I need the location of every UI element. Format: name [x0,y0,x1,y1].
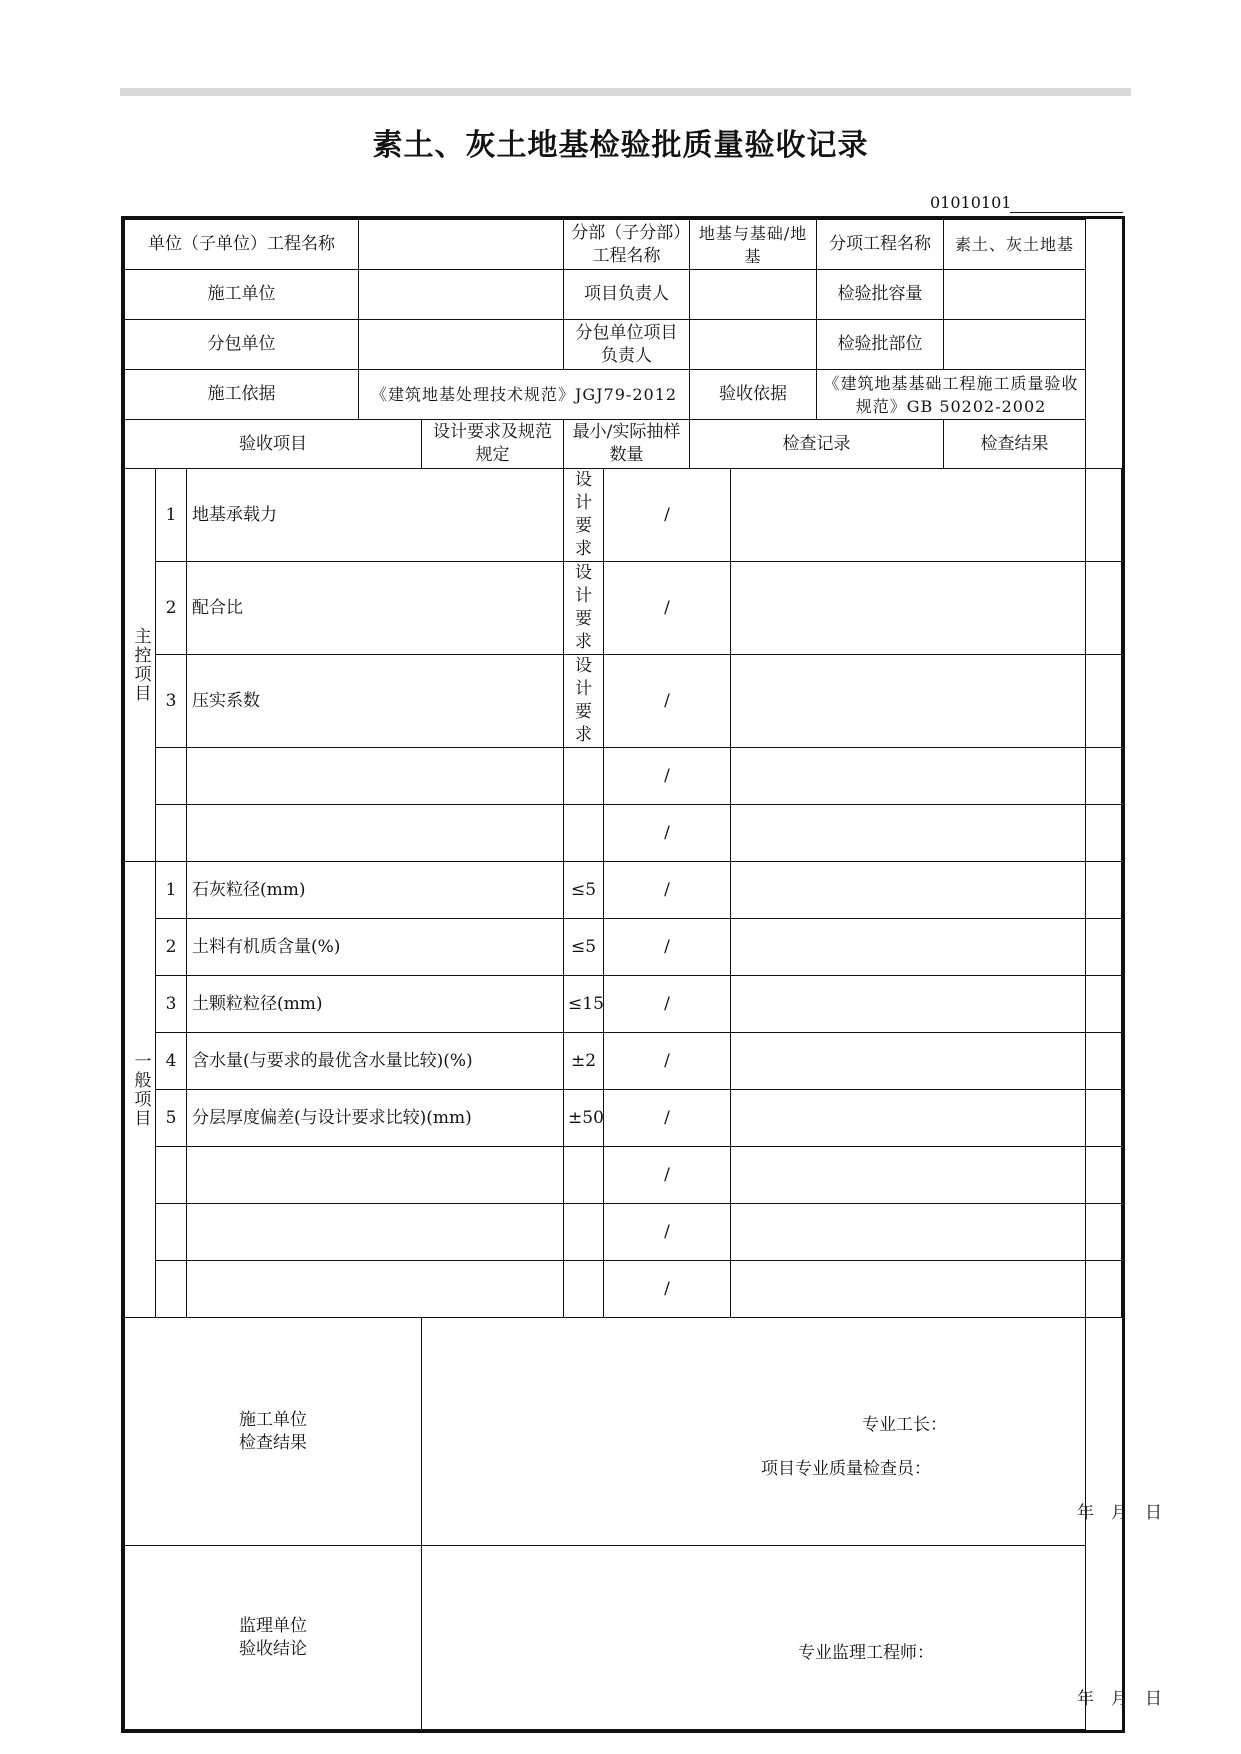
capacity-value[interactable] [944,270,1086,320]
header-row-2 [125,270,1122,320]
item-requirement [564,1204,604,1261]
item-sampling[interactable]: / [604,805,731,862]
item-result[interactable] [1086,562,1122,655]
supervisor-check-label: 监理单位验收结论 [125,1546,422,1730]
item-record[interactable] [731,1204,1086,1261]
col-result: 检查结果 [944,420,1086,469]
item-name: 含水量(与要求的最优含水量比较)(%) [187,1033,564,1090]
item-no: 1 [156,862,187,919]
item-no [156,1261,187,1318]
supervisor-date: 年 月 日 [1077,1689,1163,1709]
item-requirement: 设计要求 [564,655,604,748]
item-record[interactable] [731,562,1086,655]
col-requirement: 设计要求及规范规定 [422,420,564,469]
item-name [187,1261,564,1318]
item-result[interactable] [1086,655,1122,748]
item-record[interactable] [731,805,1086,862]
item-requirement: ≤5 [564,919,604,976]
item-sampling[interactable]: / [604,655,731,748]
item-record[interactable] [731,1090,1086,1147]
item-record[interactable] [731,976,1086,1033]
item-name: 石灰粒径(mm) [187,862,564,919]
col-sampling: 最小/实际抽样数量 [564,420,690,469]
item-no: 1 [156,469,187,562]
column-header-row [125,420,1122,469]
item-record[interactable] [731,919,1086,976]
item-record[interactable] [731,1033,1086,1090]
header-row-3 [125,320,1122,370]
item-result[interactable] [1086,919,1122,976]
item-result[interactable] [1086,976,1122,1033]
contractor-value[interactable] [359,270,564,320]
contractor-date: 年 月 日 [1077,1503,1163,1523]
unit-value[interactable] [359,220,564,270]
item-sampling[interactable]: / [604,562,731,655]
item-result[interactable] [1086,469,1122,562]
item-requirement: ±50 [564,1090,604,1147]
general-row [125,862,1122,919]
item-sampling[interactable]: / [604,976,731,1033]
item-sampling[interactable]: / [604,1147,731,1204]
item-no: 5 [156,1090,187,1147]
item-record[interactable] [731,1261,1086,1318]
basis-label: 施工依据 [125,370,359,420]
item-sampling[interactable]: / [604,1204,731,1261]
item-requirement: ≤5 [564,862,604,919]
item-name: 地基承载力 [187,469,564,562]
item-no: 3 [156,976,187,1033]
item-no: 4 [156,1033,187,1090]
general-row [125,1033,1122,1090]
main-control-label: 主控项目 [125,469,156,862]
item-requirement: ±2 [564,1033,604,1090]
item-sampling[interactable]: / [604,919,731,976]
item-record[interactable] [731,469,1086,562]
item-no [156,1147,187,1204]
item-result[interactable] [1086,748,1122,805]
subcontractor-label: 分包单位 [125,320,359,370]
supervising-engineer-label: 专业监理工程师： [798,1643,935,1663]
item-requirement [564,1261,604,1318]
pm-value[interactable] [690,270,817,320]
subitem-label: 分项工程名称 [817,220,944,270]
document-code: 01010101 [930,193,1012,212]
foreman-label: 专业工长： [862,1415,948,1435]
main-control-row [125,469,1122,562]
header-row-4 [125,370,1122,420]
pm-label: 项目负责人 [564,270,690,320]
supervisor-check-area[interactable] [422,1546,1163,1730]
item-sampling[interactable]: / [604,748,731,805]
item-requirement: 设计要求 [564,562,604,655]
item-result[interactable] [1086,862,1122,919]
item-record[interactable] [731,1147,1086,1204]
division-label: 分部（子分部）工程名称 [564,220,690,270]
item-requirement [564,1147,604,1204]
main-control-row [125,562,1122,655]
main-control-row [125,805,1122,862]
capacity-label: 检验批容量 [817,270,944,320]
basis-value[interactable]: 《建筑地基处理技术规范》JGJ79-2012 [359,370,690,420]
contractor-check-area[interactable] [422,1318,1163,1546]
item-result[interactable] [1086,805,1122,862]
contractor-check-label: 施工单位检查结果 [125,1318,422,1546]
item-name: 压实系数 [187,655,564,748]
item-record[interactable] [731,862,1086,919]
main-control-row [125,655,1122,748]
item-result[interactable] [1086,1090,1122,1147]
item-name: 配合比 [187,562,564,655]
page-title: 素土、灰土地基检验批质量验收记录 [372,128,869,163]
sub-pm-value[interactable] [690,320,817,370]
supervisor-check-row [125,1546,1122,1730]
contractor-label: 施工单位 [125,270,359,320]
general-label: 一般项目 [125,862,156,1318]
item-no: 2 [156,562,187,655]
general-row [125,1147,1122,1204]
item-requirement [564,805,604,862]
item-result[interactable] [1086,1204,1122,1261]
item-name [187,805,564,862]
item-sampling[interactable]: / [604,469,731,562]
acceptance-basis-value[interactable]: 《建筑地基基础工程施工质量验收规范》GB 50202-2002 [817,370,1086,420]
general-row [125,976,1122,1033]
item-sampling[interactable]: / [604,1090,731,1147]
subcontractor-value[interactable] [359,320,564,370]
main-control-row [125,748,1122,805]
code-underline [1010,212,1123,213]
item-name: 土颗粒粒径(mm) [187,976,564,1033]
sub-pm-label: 分包单位项目负责人 [564,320,690,370]
contractor-check-row [125,1318,1122,1546]
general-row [125,1204,1122,1261]
item-no [156,748,187,805]
unit-label: 单位（子单位）工程名称 [125,220,359,270]
item-sampling[interactable]: / [604,862,731,919]
item-result[interactable] [1086,1033,1122,1090]
location-value[interactable] [944,320,1086,370]
location-label: 检验批部位 [817,320,944,370]
general-row [125,1090,1122,1147]
item-name: 分层厚度偏差(与设计要求比较)(mm) [187,1090,564,1147]
col-item: 验收项目 [125,420,422,469]
item-name [187,748,564,805]
item-sampling[interactable]: / [604,1261,731,1318]
item-sampling[interactable]: / [604,1033,731,1090]
item-no [156,1204,187,1261]
item-requirement [564,748,604,805]
item-name: 土料有机质含量(%) [187,919,564,976]
top-divider [120,88,1131,96]
item-result[interactable] [1086,1147,1122,1204]
quality-inspector-label: 项目专业质量检查员： [761,1459,932,1479]
item-result[interactable] [1086,1261,1122,1318]
inspection-record-table [124,219,1163,1730]
item-record[interactable] [731,655,1086,748]
item-record[interactable] [731,748,1086,805]
col-record: 检查记录 [690,420,944,469]
item-requirement: ≤15 [564,976,604,1033]
header-row-1 [125,220,1122,270]
item-name [187,1204,564,1261]
item-no: 3 [156,655,187,748]
general-row [125,919,1122,976]
general-row [125,1261,1122,1318]
item-no: 2 [156,919,187,976]
division-value[interactable]: 地基与基础/地基 [690,220,817,270]
item-requirement: 设计要求 [564,469,604,562]
item-name [187,1147,564,1204]
item-no [156,805,187,862]
subitem-value[interactable]: 素土、灰土地基 [944,220,1086,270]
acceptance-basis-label: 验收依据 [690,370,817,420]
